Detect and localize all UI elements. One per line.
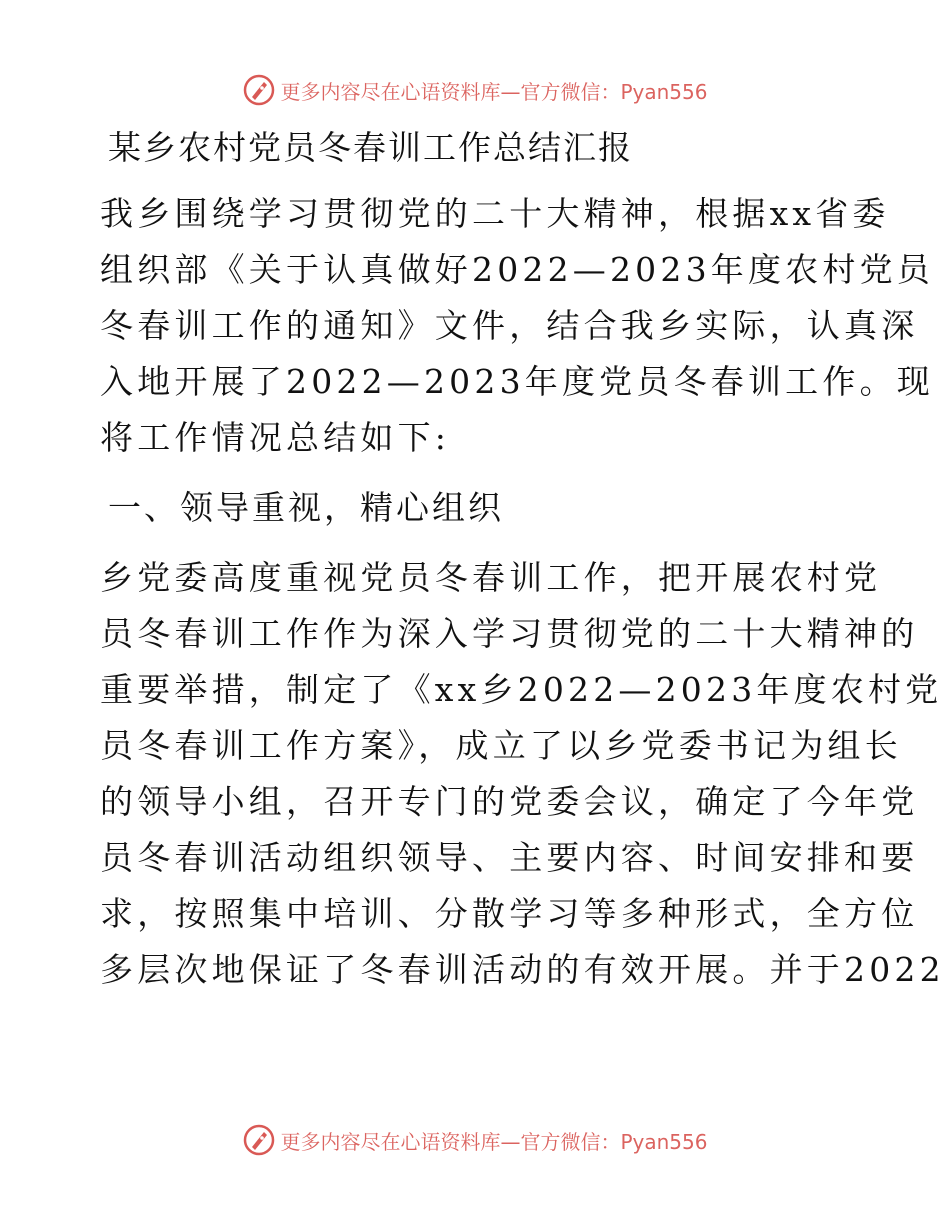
pen-nib-circle-icon [242, 1123, 276, 1157]
text-line: 组织部《关于认真做好2022—2023年度农村党员 [100, 250, 934, 289]
intro-paragraph [100, 186, 934, 466]
watermark-header [0, 70, 950, 110]
text-line: 重要举措，制定了《xx乡2022—2023年度农村党 [100, 670, 943, 709]
text-line: 员冬春训工作作为深入学习贯彻党的二十大精神的 [100, 614, 919, 653]
watermark-text: 更多内容尽在心语资料库—官方微信：Pyan556 [280, 79, 708, 104]
watermark-text: 更多内容尽在心语资料库—官方微信：Pyan556 [280, 1129, 708, 1154]
text-line: 冬春训工作的通知》文件，结合我乡实际，认真深 [100, 306, 919, 345]
section1-paragraph [100, 550, 945, 998]
text-line: 我乡围绕学习贯彻党的二十大精神，根据xx省委 [100, 194, 890, 233]
pen-nib-circle-icon [242, 73, 276, 107]
text-line: 的领导小组，召开专门的党委会议，确定了今年党 [100, 782, 919, 821]
text-line: 求，按照集中培训、分散学习等多种形式，全方位 [100, 894, 919, 933]
text-line: 将工作情况总结如下: [100, 418, 451, 457]
section-heading: 一、领导重视，精心组织 [108, 488, 504, 527]
text-line: 员冬春训活动组织领导、主要内容、时间安排和要 [100, 838, 919, 877]
text-line: 员冬春训工作方案》，成立了以乡党委书记为组长 [100, 726, 902, 765]
text-line: 乡党委高度重视党员冬春训工作，把开展农村党 [100, 558, 882, 597]
document-title: 某乡农村党员冬春训工作总结汇报 [108, 128, 633, 167]
text-line: 多层次地保证了冬春训活动的有效开展。并于2022 [100, 950, 945, 989]
text-line: 入地开展了2022—2023年度党员冬春训工作。现 [100, 362, 934, 401]
watermark-footer [0, 1120, 950, 1160]
document-body [100, 122, 945, 1012]
